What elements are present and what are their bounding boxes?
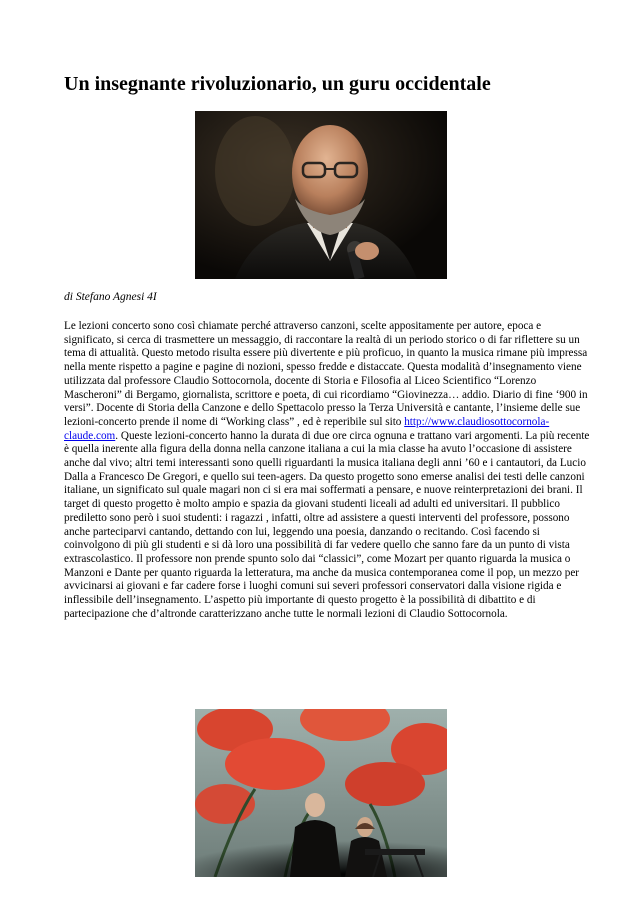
concert-photo [195, 709, 447, 877]
article-title: Un insegnante rivoluzionario, un guru occidentale [64, 73, 491, 95]
article-body-part-1: Le lezioni concerto sono così chiamate perché attraverso canzoni, scelte appositamente per autore, epoca e significato, si cerca di trasmettere un messaggio, di raccontare la realtà di un periodo storico o di far riflettere su un tema di attualità. Questo metodo risulta essere più divertente e più proficuo, in quanto la musica rimane più impressa nella mente rispetto a pagine e pagine di nozioni, spesso fredde e distaccate. Questa modalità d’insegnamento viene utilizzata dal professore Claudio Sottocornola, docente di Storia e Filosofia al Liceo Scientifico “Lorenzo Mascheroni” di Bergamo, giornalista, scrittore e poeta, di cui ricordiamo “Giovinezza… addio. Diario di fine ‘900 in versi”. Docente di Storia della Canzone e dello Spettacolo presso la Terza Università e cantante, l’insieme delle sue lezioni-concerto prende il nome di “Working class” , ed è reperibile sul sito [64, 320, 588, 428]
article-byline: di Stefano Agnesi 4I [64, 291, 157, 303]
article-body-part-2: . Queste lezioni-concerto hanno la durata di due ore circa ognuna e trattano vari argomenti. La più recente è quella inerente alla figura della donna nella canzone italiana a cui la mia classe ha avuto l’occasione di assistere anche dal vivo; altri temi interessanti sono quelli riguardanti la musica italiana degli anni ’60 e i cantautori, da Lucio Dalla a Francesco De Gregori, e quello sui teen-agers. Da questo progetto sono emerse analisi dei testi delle canzoni italiane, un significato sul quale magari non ci si era mai soffermati a pensare, e nuove reinterpretazioni dei brani. Il target di questo progetto è molto ampio e spazia da giovani studenti liceali ad adulti ed universitari. Il pubblico prediletto sono però i suoi studenti: i ragazzi , infatti, oltre ad assistere a questi interventi del professore, possono anche parteciparvi cantando, dettando con lui, leggendo una poesia, danzando o recitando. Così facendo si coinvolgono di più gli studenti e si dà loro una possibilità di far vedere quello che sanno fare da un punto di vista extrascolastico. Il professore non prende spunto solo dai “classici”, come Mozart per quanto riguarda la musica o Manzoni e Dante per quanto riguarda la letteratura, ma anche da musica contemporanea come il pop, un mezzo per avvicinarsi ai giovani e far cadere forse i luoghi comuni sui severi professori conservatori dalla visione rigida e inflessibile dell’insegnamento. L’aspetto più importante di questo progetto è la possibilità di dibattito e di partecipazione che d’altronde caratterizzano anche tutte le normali lezioni di Claudio Sottocornola. [64, 429, 590, 620]
article-body [64, 320, 590, 621]
portrait-photo [195, 111, 447, 279]
website-link[interactable]: http://www.claudiosottocornola-claude.com [64, 415, 550, 442]
